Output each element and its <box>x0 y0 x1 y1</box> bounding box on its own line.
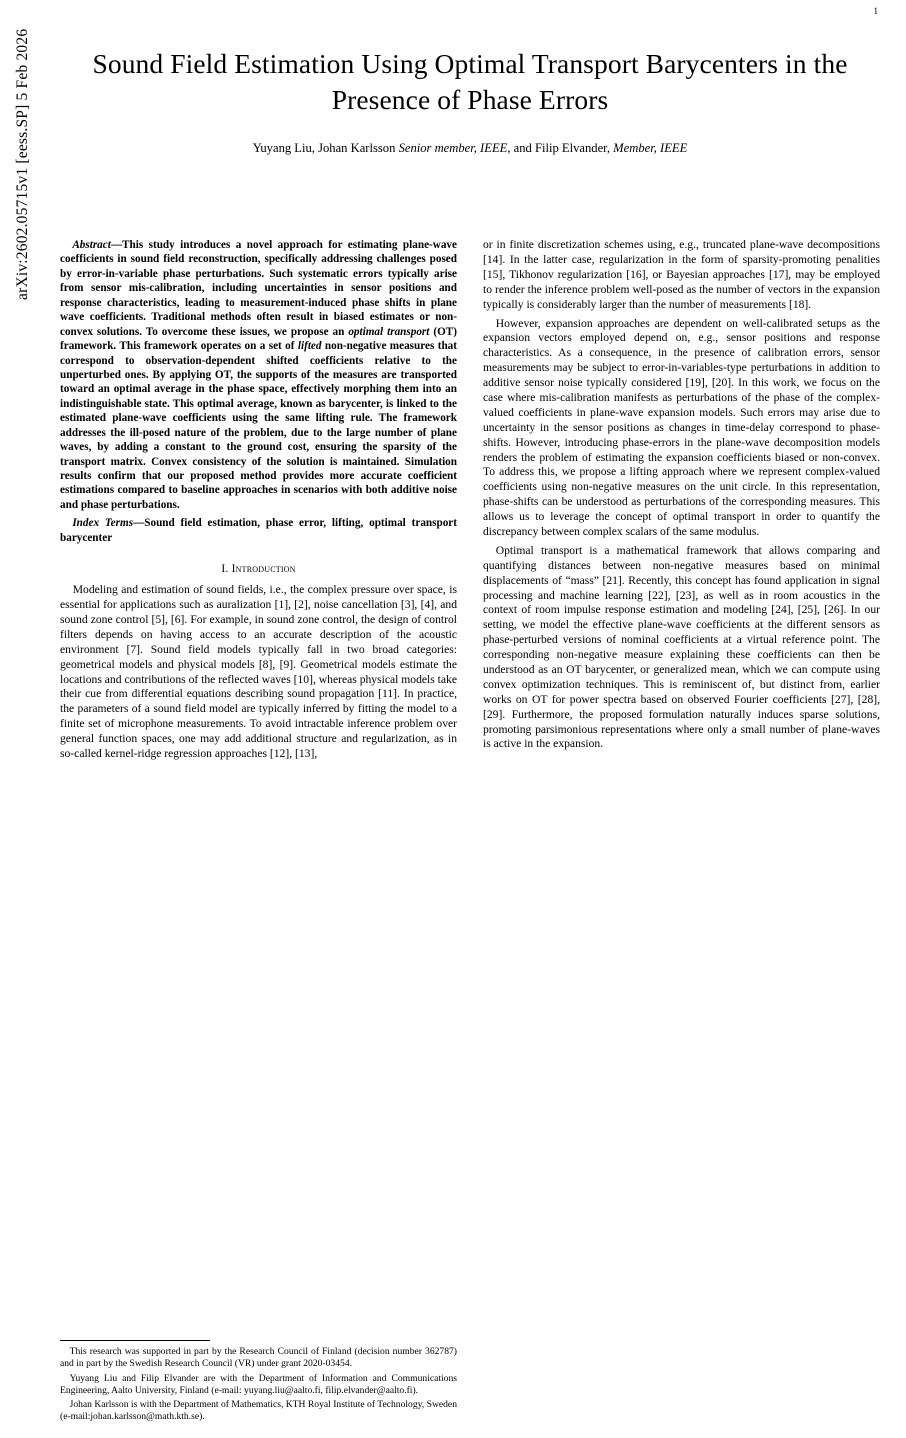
abstract-emph-2: lifted <box>297 340 322 353</box>
author-membership-2: Member, IEEE <box>613 140 688 155</box>
author-membership-1: Senior member, IEEE <box>398 140 508 155</box>
paper-content <box>60 0 880 1422</box>
paragraph: or in finite discretization schemes using, e.g., truncated plane-wave decompositions [14]. In the latter case, regularization in the form of sparsity-promoting penalities [15], Tikhonov regularization [16], or Bayesian approaches [17], may be employed to render the inference problem well-posed as the number of vectors in the expansion typically is considerably larger than the number of measurements [18]. <box>483 238 880 311</box>
index-terms-label: Index Terms <box>72 517 134 530</box>
footnote-rule <box>60 1340 210 1341</box>
footnote-affiliation-aalto: Yuyang Liu and Filip Elvander are with the Department of Information and Communications Engineering, Aalto University, Finland (e-mail: yuyang.liu@aalto.fi, filip.elvander@aalto.fi). <box>60 1372 457 1396</box>
abstract-label: Abstract <box>72 239 111 251</box>
section-heading-introduction: I. Introduction <box>221 562 296 576</box>
two-column-body <box>60 238 880 1438</box>
index-terms <box>60 516 457 545</box>
abstract <box>60 238 457 512</box>
paragraph: Optimal transport is a mathematical framework that allows comparing and quantifying distances between non-negative measures based on minimal displacements of “mass” [21]. Recently, this concept has found application in signal processing and machine learning [22], [23], as well as in room acoustics in the context of room impulse response estimation and modeling [24], [25], [26]. In our setting, we model the effective plane-wave coefficients at the different sensors as phase-perturbed versions of nominal coefficients at a virtual reference point. The corresponding non-negative measure explaining these coefficients can then be understood as an OT barycenter, or generalized mean, which we can compute using convex optimization techniques. This is reminiscent of, but distinct from, earlier works on OT for power spectra based on observed Fourier coefficients [27], [28], [29]. Furthermore, the proposed formulation naturally induces sparse solutions, promoting parsimonious representations where only a small number of plane-waves is active in the expansion. <box>483 543 880 751</box>
paragraph: Modeling and estimation of sound fields, i.e., the complex pressure over space, is essential for applications such as auralization [1], [2], noise cancellation [3], [4], and sound zone control [5], [6]. For example, in sound zone control, the design of control filters depends on having access to an accurate description of the acoustic environment [7]. Sound field models typically fall in two broad categories: geometrical models and physical models [8], [9]. Geometrical models estimate the locations and contributions of the reflected waves [10], whereas physical models take their cue from differential equations describing sound propagation [11]. In practice, the parameters of a sound field model are typically inferred by fitting the model to a finite set of microphone measurements. To avoid intractable inference problem over general function spaces, one may add additional structure and regularization, as in so-called kernel-ridge regression approaches [12], [13], <box>60 583 457 760</box>
abstract-emph-1: optimal transport <box>348 325 430 338</box>
footnote-block <box>60 1330 457 1425</box>
author-names-1: Yuyang Liu, Johan Karlsson <box>252 140 399 155</box>
footnotes <box>60 1346 457 1422</box>
abstract-text-2: (OT) framework. This framework operates on a set of <box>60 325 457 353</box>
page-number: 1 <box>873 6 878 16</box>
index-terms-text: Sound field estimation, phase error, lifting, optimal transport barycenter <box>60 517 457 544</box>
abstract-text-3: non-negative measures that correspond to observation-dependent shifted coefficients relative to the unperturbed ones. By applying OT, the supports of the measures are transported toward an optimal average in the phase space, effectively morphing them into an indistinguishable state. This optimal average, known as barycenter, is linked to the estimated plane-wave coefficients using the same lifting rule. The framework addresses the ill-posed nature of the problem, due to the large number of plane waves, by adding a constant to the ground cost, ensuring the sparsity of the transport matrix. Convex consistency of the solution is maintained. Simulation results confirm that our proposed method provides more accurate coefficient estimations compared to baseline approaches in scenarios with both additive noise and phase perturbations. <box>60 340 457 511</box>
footnote-affiliation-kth: Johan Karlsson is with the Department of Mathematics, KTH Royal Institute of Technology, Sweden (e-mail:johan.karlsson@math.kth.se). <box>60 1398 457 1422</box>
right-column <box>483 238 880 1438</box>
footnote-funding: This research was supported in part by the Research Council of Finland (decision number 362787) and in part by the Swedish Research Council (VR) under grant 2020-03454. <box>60 1346 457 1370</box>
abstract-text-1: This study introduces a novel approach for estimating plane-wave coefficients in sound field reconstruction, specifically addressing challenges posed by error-in-variable phase perturbations. Such systematic errors typically arise from sensor mis-calibration, including uncertainties in sensor positions and response characteristics, leading to measurement-induced phase shifts in plane wave coefficients. Traditional methods often result in biased estimates or non-convex solutions. To overcome these issues, we propose an <box>60 239 457 338</box>
arxiv-stamp: arXiv:2602.05715v1 [eess.SP] 5 Feb 2026 <box>14 28 31 300</box>
paragraph: However, expansion approaches are dependent on well-calibrated setups as the expansion vectors employed depend on, e.g., sensor positions and response characteristics. As a consequence, in the presence of calibration errors, sensor measurements may be subject to error-in-variables-type perturbations in addition to additive sensor noise typically considered [19], [20]. In this work, we focus on the case where mis-calibration manifests as perturbations of the phase of the complex-valued coefficients in plane-wave expansion models. Such errors may arise due to uncertainty in the sensor positions as changes in time-delay correspond to phase-shifts. However, introducing phase-errors in the plane-wave decomposition models renders the problem of estimating the expansion coefficients biased or non-convex. To address this, we propose a lifting approach where we represent complex-valued coefficients using non-negative measures on the unit circle. In this representation, phase-shifts can be understood as perturbations of the corresponding measures. This allows us to leverage the concept of optimal transport in order to quantify the discrepancy between complex scalars of the same modulus. <box>483 316 880 538</box>
author-names-2: , and Filip Elvander, <box>507 140 614 155</box>
page-title: Sound Field Estimation Using Optimal Transport Barycenters in the Presence of Phase Errors <box>92 48 848 116</box>
author-list <box>60 141 880 156</box>
left-column <box>60 238 457 1438</box>
abstract-dash: — <box>110 239 123 251</box>
index-terms-dash: — <box>133 517 145 530</box>
